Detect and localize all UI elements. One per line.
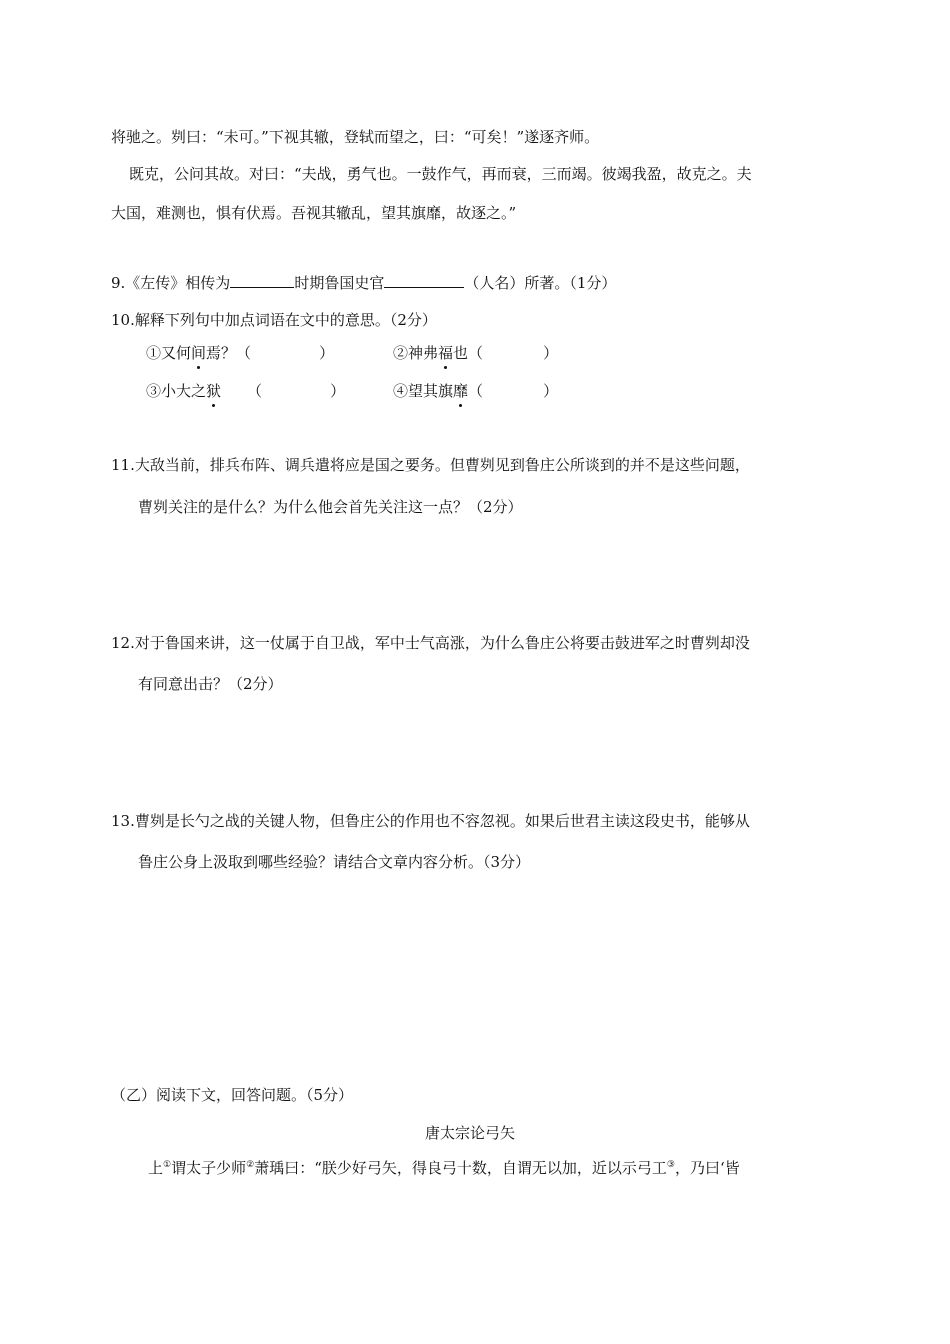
q10-item-close: ） [319, 344, 335, 362]
q10-item-pre: 神弗 [408, 344, 439, 362]
q10-item-post: 也（ [453, 344, 484, 362]
q10-item-close: ） [543, 344, 559, 362]
q10-item-pre: 又何 [161, 344, 192, 362]
footnote-marker: ② [246, 1160, 255, 1170]
question-12-line-1: 12.对于鲁国来讲，这一仗属于自卫战，军中士气高涨，为什么鲁庄公将要击鼓进军之时曹刿却没 [111, 634, 750, 652]
q10-item-3 [146, 381, 345, 401]
q10-item-close: ） [330, 382, 346, 400]
q10-item-close: ） [543, 382, 559, 400]
passage-text: 谓太子少师 [171, 1159, 247, 1177]
question-11-line-2: 曹刿关注的是什么？为什么他会首先关注这一点？（2分） [138, 498, 523, 516]
q9-text-3: （人名）所著。（1分） [464, 274, 617, 292]
q10-dotted-word: 间 [191, 344, 207, 362]
question-9 [111, 273, 616, 293]
section-b-passage [148, 1158, 740, 1178]
section-b-heading: （乙）阅读下文，回答问题。（5分） [111, 1086, 354, 1104]
q10-item-pre: 小大之 [161, 382, 207, 400]
q10-dotted-word: 福 [438, 344, 454, 362]
passage-line-3: 大国，难测也，惧有伏焉。吾视其辙乱，望其旗靡，故逐之。” [111, 204, 517, 222]
q10-item-2 [393, 343, 558, 363]
footnote-marker: ① [163, 1160, 172, 1170]
q10-item-post: （ [468, 382, 484, 400]
passage-text: 上 [148, 1159, 164, 1177]
q10-dotted-word: 靡 [453, 382, 469, 400]
footnote-marker: ③ [666, 1160, 675, 1170]
q10-item-post: 焉？（ [206, 344, 252, 362]
passage-text: 萧瑀曰：“朕少好弓矢，得良弓十数，自谓无以加，近以示弓工 [254, 1159, 667, 1177]
q9-blank-author[interactable] [384, 273, 464, 288]
q9-blank-era[interactable] [230, 273, 294, 288]
question-12-line-2: 有同意出击？（2分） [138, 675, 283, 693]
passage-text: ，乃曰‘皆 [674, 1159, 740, 1177]
q9-text-2: 时期鲁国史官 [294, 274, 385, 292]
passage-line-1: 将驰之。刿曰：“未可。”下视其辙，登轼而望之，曰：“可矣！”遂逐齐师。 [111, 128, 600, 146]
section-b-title: 唐太宗论弓矢 [425, 1124, 516, 1142]
q10-item-num: ② [393, 344, 409, 362]
q10-item-num: ③ [146, 382, 162, 400]
q10-item-num: ④ [393, 382, 409, 400]
q10-item-num: ① [146, 344, 162, 362]
passage-line-2: 既克，公问其故。对曰：“夫战，勇气也。一鼓作气，再而衰，三而竭。彼竭我盈，故克之。夫 [129, 165, 752, 183]
question-11-line-1: 11.大敌当前，排兵布阵、调兵遣将应是国之要务。但曹刿见到鲁庄公所谈到的并不是这些问题， [111, 456, 750, 474]
q10-item-post: （ [247, 382, 263, 400]
question-10-stem: 10.解释下列句中加点词语在文中的意思。（2分） [111, 311, 437, 329]
question-13-line-1: 13.曹刿是长勺之战的关键人物，但鲁庄公的作用也不容忽视。如果后世君主读这段史书，能够从 [111, 812, 750, 830]
question-13-line-2: 鲁庄公身上汲取到哪些经验？请结合文章内容分析。（3分） [138, 853, 531, 871]
q10-item-4 [393, 381, 558, 401]
q9-text-1: 9.《左传》相传为 [111, 274, 231, 292]
q10-item-1 [146, 343, 334, 363]
q10-dotted-word: 狱 [206, 382, 222, 400]
q10-item-pre: 望其旗 [408, 382, 454, 400]
